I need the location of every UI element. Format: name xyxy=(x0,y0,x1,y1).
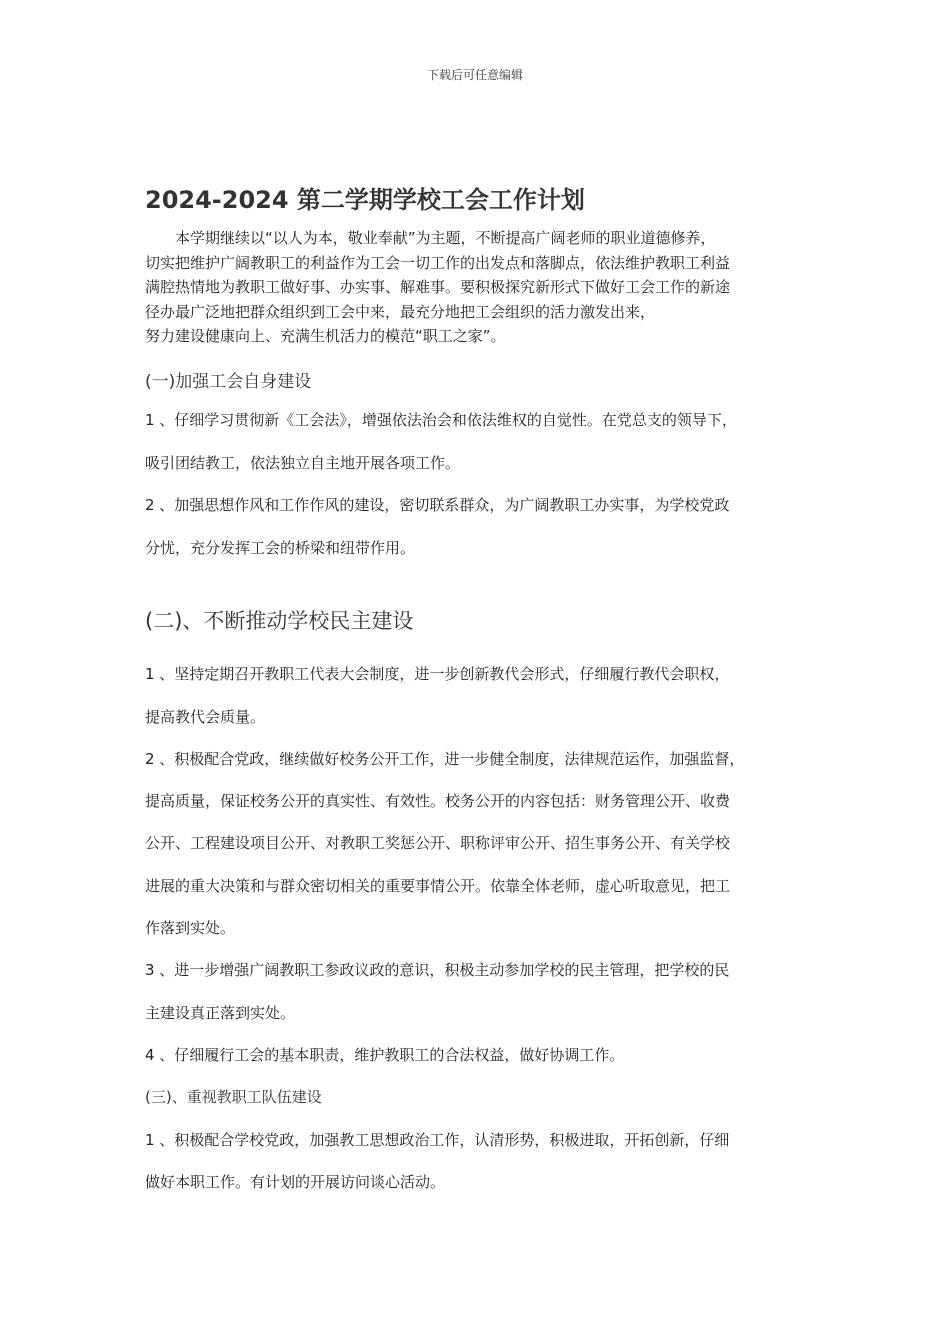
body-line: 分忧，充分发挥工会的桥梁和纽带作用。 xyxy=(145,539,416,557)
section-heading-2: (二)、不断推动学校民主建设 xyxy=(145,609,414,633)
intro-line: 本学期继续以“以人为本，敬业奉献”为主题，不断提高广阔老师的职业道德修养， xyxy=(175,229,716,247)
intro-line: 努力建设健康向上、充满生机活力的模范“职工之家”。 xyxy=(145,327,506,345)
body-line: 3 、进一步增强广阔教职工参政议政的意识，积极主动参加学校的民主管理，把学校的民 xyxy=(145,961,730,979)
body-line: 1 、坚持定期召开教职工代表大会制度，进一步创新教代会形式，仔细履行教代会职权， xyxy=(145,665,730,683)
body-line: 提高教代会质量。 xyxy=(145,708,266,726)
body-line: 进展的重大决策和与群众密切相关的重要事情公开。依靠全体老师，虚心听取意见，把工 xyxy=(145,877,731,895)
body-line: 做好本职工作。有计划的开展访问谈心活动。 xyxy=(145,1173,446,1191)
body-line: 公开、工程建设项目公开、对教职工奖惩公开、职称评审公开、招生事务公开、有关学校 xyxy=(145,834,731,852)
body-line: 作落到实处。 xyxy=(145,919,236,937)
body-line: 1 、积极配合学校党政，加强教工思想政治工作，认清形势，积极进取，开拓创新，仔细 xyxy=(145,1131,730,1149)
body-line: 2 、积极配合党政，继续做好校务公开工作，进一步健全制度，法律规范运作，加强监督， xyxy=(145,750,745,768)
body-line: 2 、加强思想作风和工作作风的建设，密切联系群众，为广阔教职工办实事，为学校党政 xyxy=(145,496,730,514)
body-line: 吸引团结教工，依法独立自主地开展各项工作。 xyxy=(145,454,461,472)
intro-line: 径办最广泛地把群众组织到工会中来，最充分地把工会组织的活力激发出来， xyxy=(145,302,656,321)
intro-line: 满腔热情地为教职工做好事、办实事、解难事。要积极探究新形式下做好工会工作的新途 xyxy=(145,278,731,296)
document-title: 2024-2024 第二学期学校工会工作计划 xyxy=(145,186,585,214)
intro-line: 切实把维护广阔教职工的利益作为工会一切工作的出发点和落脚点，依法维护教职工利益 xyxy=(145,253,731,272)
page-header-note: 下载后可任意编辑 xyxy=(426,68,523,82)
section-heading-3: (三)、重视教职工队伍建设 xyxy=(145,1088,322,1106)
body-line: 4 、仔细履行工会的基本职责，维护教职工的合法权益，做好协调工作。 xyxy=(145,1046,625,1064)
section-heading-1: (一)加强工会自身建设 xyxy=(145,372,312,392)
body-line: 主建设真正落到实处。 xyxy=(145,1004,296,1022)
intro-paragraph xyxy=(145,226,825,349)
body-line: 提高质量，保证校务公开的真实性、有效性。校务公开的内容包括：财务管理公开、收费 xyxy=(145,792,731,810)
body-line: 1 、仔细学习贯彻新《工会法》，增强依法治会和依法维权的自觉性。在党总支的领导下， xyxy=(145,411,737,429)
